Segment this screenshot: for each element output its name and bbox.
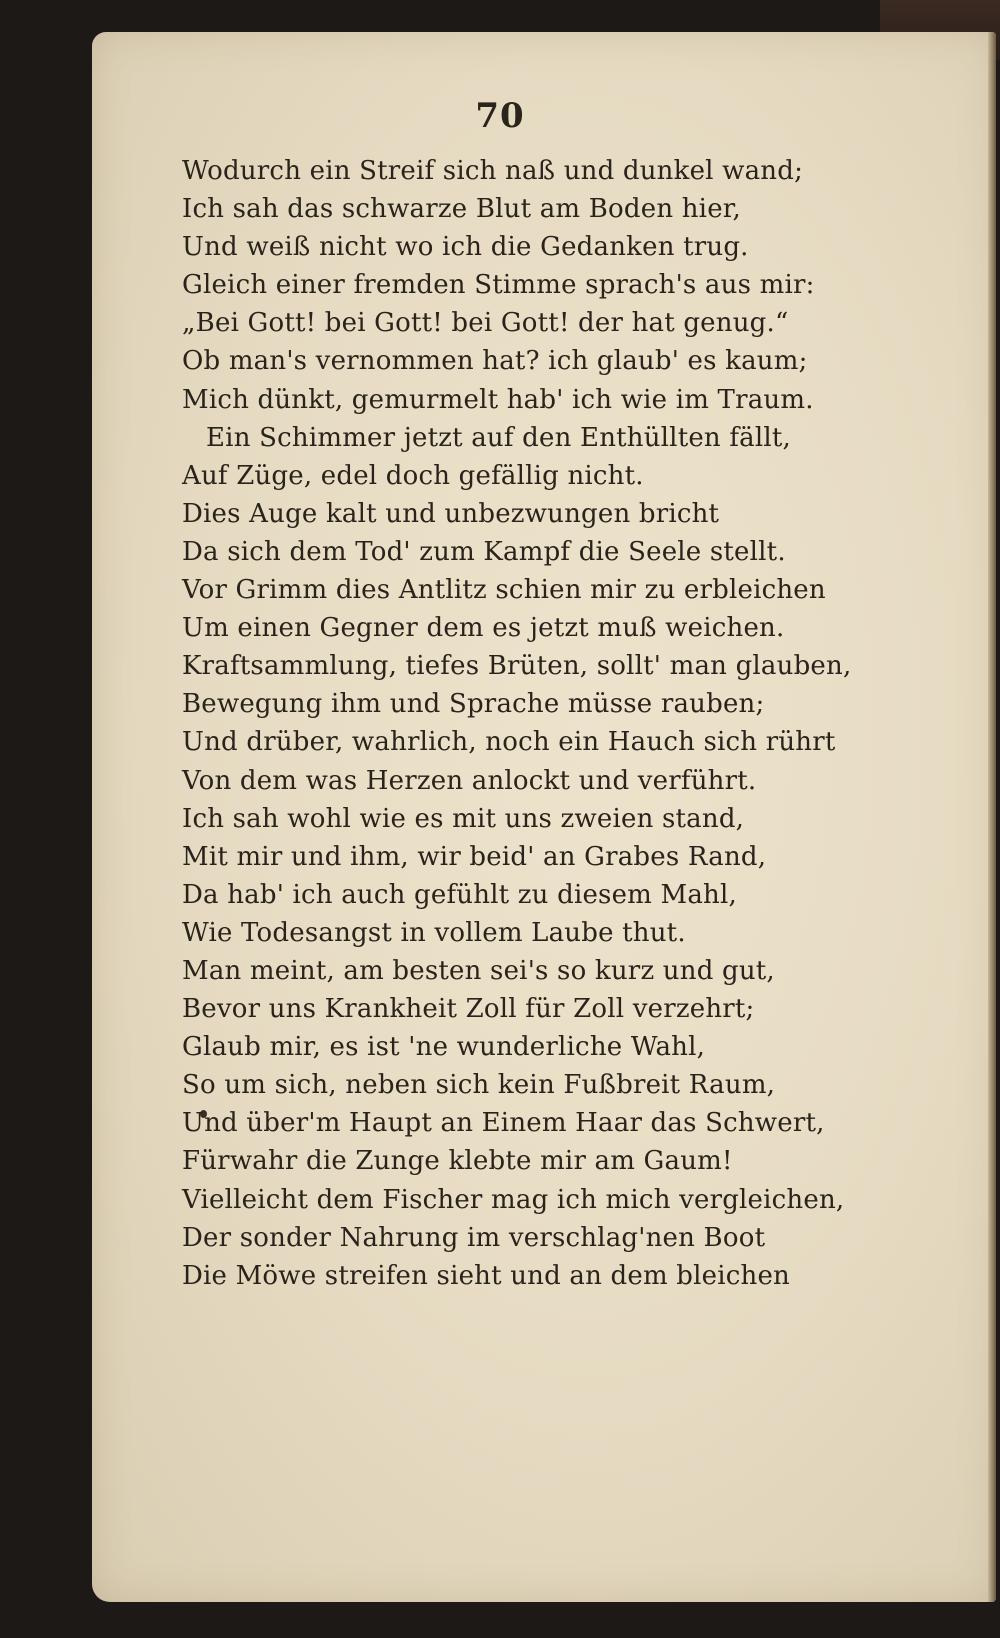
page-edge <box>988 32 996 1602</box>
verse-line: Und drüber, wahrlich, noch ein Hauch sich rührt <box>182 727 836 758</box>
verse-line: Wie Todesangst in vollem Laube thut. <box>182 917 686 948</box>
verse-line: Ich sah das schwarze Blut am Boden hier, <box>182 194 742 225</box>
verse-line: „Bei Gott! bei Gott! bei Gott! der hat genug.“ <box>182 308 789 339</box>
verse-line: Man meint, am besten sei's so kurz und gut, <box>182 955 775 986</box>
verse-line: Mich dünkt, gemurmelt hab' ich wie im Traum. <box>182 384 814 415</box>
verse-line: Vor Grimm dies Antlitz schien mir zu erbleichen <box>182 575 826 606</box>
verse-line: Vielleicht dem Fischer mag ich mich vergleichen, <box>182 1184 845 1215</box>
poem-text <box>182 152 912 1295</box>
verse-line: Kraftsammlung, tiefes Brüten, sollt' man glauben, <box>182 651 852 682</box>
verse-line: Und weiß nicht wo ich die Gedanken trug. <box>182 232 749 263</box>
verse-line: Die Möwe streifen sieht und an dem bleichen <box>182 1260 790 1291</box>
verse-line: Mit mir und ihm, wir beid' an Grabes Rand, <box>182 841 767 872</box>
verse-line: Da sich dem Tod' zum Kampf die Seele stellt. <box>182 536 786 567</box>
verse-line: Glaub mir, es ist 'ne wunderliche Wahl, <box>182 1032 706 1063</box>
page-number: 70 <box>475 96 525 136</box>
verse-line: Fürwahr die Zunge klebte mir am Gaum! <box>182 1146 733 1177</box>
verse-line: Von dem was Herzen anlockt und verführt. <box>182 765 757 796</box>
verse-line: Der sonder Nahrung im verschlag'nen Boot <box>182 1222 766 1253</box>
verse-line: Wodurch ein Streif sich naß und dunkel wand; <box>182 156 804 186</box>
verse-line: Dies Auge kalt und unbezwungen bricht <box>182 498 720 529</box>
verse-line: Ein Schimmer jetzt auf den Enthüllten fällt, <box>206 422 792 453</box>
verse-line: Bevor uns Krankheit Zoll für Zoll verzehrt; <box>182 994 755 1025</box>
verse-line: So um sich, neben sich kein Fußbreit Raum, <box>182 1070 776 1101</box>
verse-line: Gleich einer fremden Stimme sprach's aus mir: <box>182 270 815 301</box>
verse-line: Ob man's vernommen hat? ich glaub' es kaum; <box>182 346 808 377</box>
verse-line: Und über'm Haupt an Einem Haar das Schwert, <box>182 1108 825 1139</box>
verse-line: Um einen Gegner dem es jetzt muß weichen. <box>182 613 785 644</box>
verse-line: Ich sah wohl wie es mit uns zweien stand, <box>182 803 745 834</box>
verse-line: Da hab' ich auch gefühlt zu diesem Mahl, <box>182 879 737 910</box>
verse-line: Bewegung ihm und Sprache müsse rauben; <box>182 689 765 720</box>
verse-line: Auf Züge, edel doch gefällig nicht. <box>182 460 644 491</box>
